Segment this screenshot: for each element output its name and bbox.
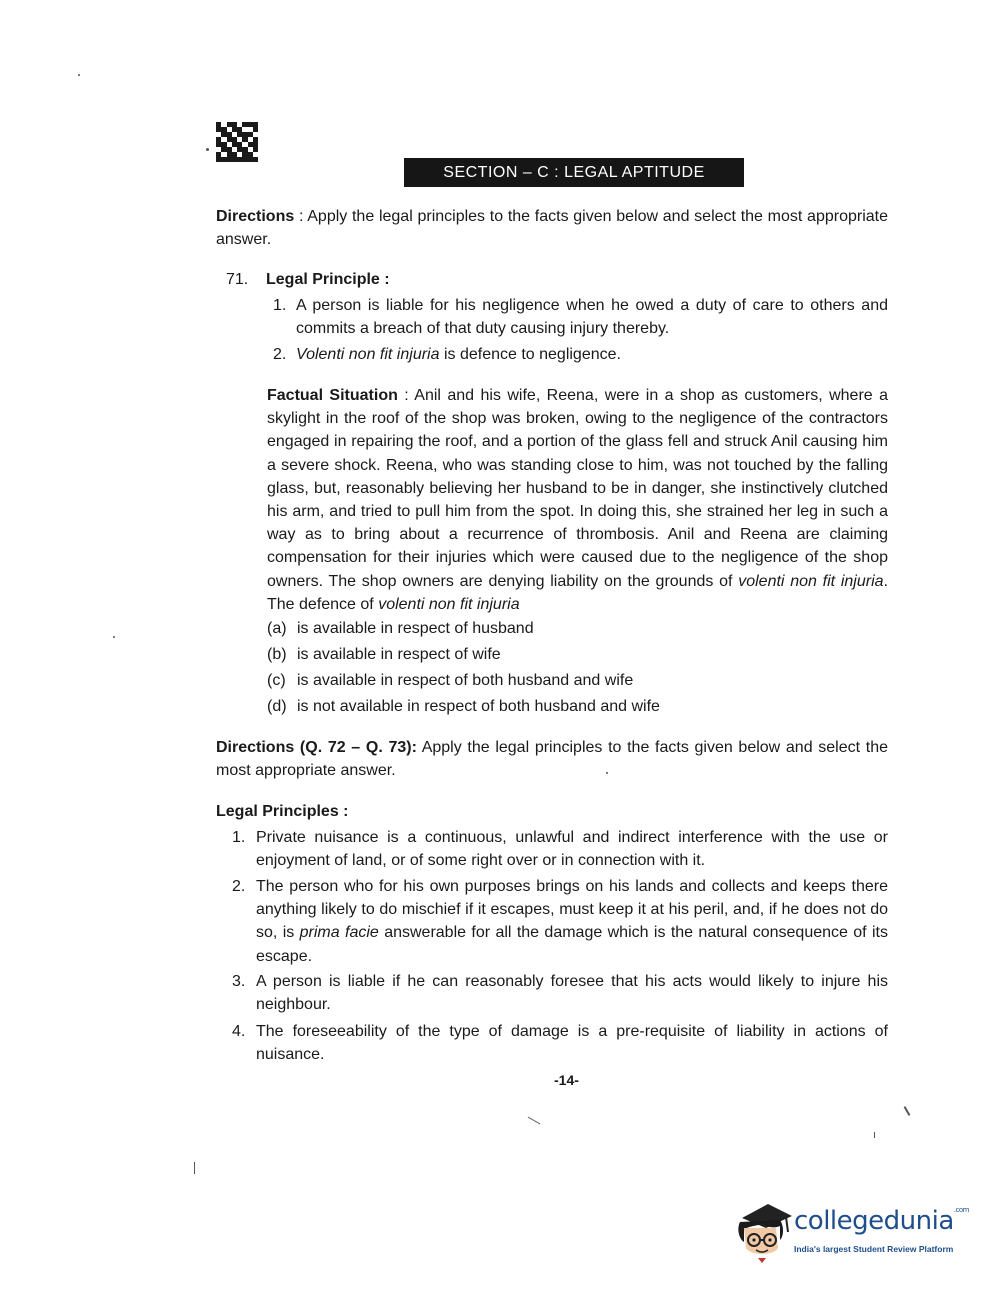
scan-speck [78,74,80,76]
scan-speck [606,772,608,774]
option-label: (b) [267,646,287,663]
option-b [267,643,501,666]
scan-speck [206,148,209,151]
principle-item [273,294,888,340]
brand-suffix: .com [953,1206,969,1214]
directions-label: Directions (Q. 72 – Q. 73): [216,739,417,756]
principle-italic: Volenti non fit injuria [296,346,440,363]
barcode-image [216,122,258,162]
directions-label: Directions [216,208,295,225]
mascot-icon [734,1196,794,1266]
scan-speck [904,1106,911,1116]
principle-number: 1. [273,297,287,314]
factual-situation [267,384,888,616]
section-header [404,158,744,187]
facts-label: Factual Situation [267,387,398,404]
principle-text: The person who for his own purposes brings on his lands and collects and keeps there anything likely to do mischief if it escapes, must keep it at his peril, and, if he does not do so, is [256,878,888,942]
legal-principle-title: Legal Principle : [266,271,390,288]
legal-principles-title: Legal Principles : [216,803,349,820]
principle-number: 4. [232,1023,246,1040]
principle-italic: prima facie [299,924,379,942]
scan-speck [113,636,115,638]
principle-item [232,826,888,872]
question-number: 71. [226,271,249,288]
principle-item [232,875,888,968]
principle-number: 1. [232,829,246,846]
directions-text: : Apply the legal principles to the facts given below and select the most appropriate answer. [216,208,888,249]
directions-paragraph [216,736,888,782]
principle-text: A person is liable if he can reasonably foresee that his acts would likely to injure his neighbour. [256,973,888,1014]
collegedunia-logo [734,1196,969,1268]
scan-speck [874,1132,875,1138]
option-d [267,695,660,718]
principle-text: is defence to negligence. [439,346,621,363]
brand-name: collegedunia$^{.com}$ [794,1206,969,1236]
principle-item [273,343,888,366]
page-number: -14- [554,1072,579,1088]
facts-italic: volenti non fit injuria [738,572,884,590]
option-a [267,617,534,640]
principle-text: answerable for all the damage which is the natural consequence of its escape. [256,924,888,965]
section-title: SECTION – C : LEGAL APTITUDE [443,163,705,181]
principle-number: 2. [232,878,246,895]
option-text: is available in respect of husband [297,620,534,637]
scan-speck [528,1117,541,1125]
option-label: (a) [267,620,287,637]
principle-item [232,1020,888,1066]
principle-number: 3. [232,973,246,990]
principle-number: 2. [273,346,287,363]
facts-text: : Anil and his wife, Reena, were in a shop as customers, where a skylight in the roof of the shop was broken, owing to the negligence of the contractors engaged in repairing the roof, and a portion of the glass fell and struck Anil causing him a severe shock. Reena, who was standing close to him, was not touched by the falling glass, but, reasonably believing her husband to be in danger, she instinctively clutched his arm, and tried to pull him from the spot. In doing this, she strained her leg in such a way as to bring about a recurrence of thrombosis. Anil and Reena are claiming compensation for their injuries which were caused due to the negligence of the shop owners. The shop owners are denying liability on the grounds of [267,387,888,590]
scan-speck [194,1162,195,1174]
facts-italic: volenti non fit injuria [378,595,520,613]
facts-text-mid: . The defence of [267,572,888,613]
option-text: is available in respect of both husband and wife [297,672,634,689]
directions-paragraph [216,205,888,251]
brand-tagline: India's largest Student Review Platform [794,1244,954,1254]
principle-text: Private nuisance is a continuous, unlawful and indirect interference with the use or enjoyment of land, or of some right over or in connection with it. [256,829,888,870]
principle-text: The foreseeability of the type of damage is a pre-requisite of liability in actions of nuisance. [256,1023,888,1064]
option-label: (d) [267,698,287,715]
option-c [267,669,633,692]
option-label: (c) [267,672,286,689]
directions-text: Apply the legal principles to the facts given below and select the most appropriate answer. [216,739,888,780]
principle-item [232,970,888,1016]
principle-text: A person is liable for his negligence when he owed a duty of care to others and commits a breach of that duty causing injury thereby. [296,297,888,338]
option-text: is not available in respect of both husband and wife [297,698,660,715]
option-text: is available in respect of wife [297,646,501,663]
